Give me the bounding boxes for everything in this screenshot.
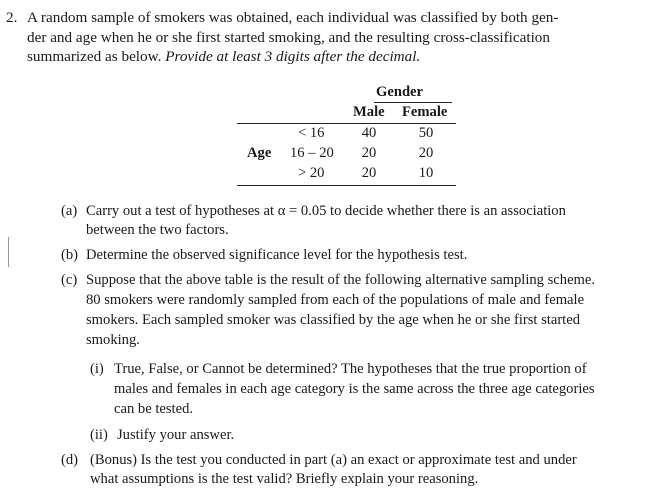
part-d-line-1: (Bonus) Is the test you conducted in part (a) an exact or approximate test and under bbox=[90, 452, 577, 468]
problem-line-1: A random sample of smokers was obtained, each individual was classified by both gen- bbox=[27, 9, 559, 26]
row-label-16-20: 16 – 20 bbox=[290, 145, 334, 161]
part-a-label: (a) bbox=[61, 203, 78, 219]
part-c-i-label: (i) bbox=[90, 361, 104, 377]
part-c-i-line-2: males and females in each age category is the same across the three age categories bbox=[114, 381, 595, 397]
problem-line-3 bbox=[27, 47, 420, 66]
cell-over20-male: 20 bbox=[361, 165, 377, 181]
margin-mark bbox=[8, 237, 9, 267]
part-a-line-1: Carry out a test of hypotheses at α = 0.05 to decide whether there is an association bbox=[86, 203, 566, 219]
col-header-male: Male bbox=[353, 104, 385, 120]
part-c-label: (c) bbox=[61, 272, 78, 288]
row-label-over-20: > 20 bbox=[298, 165, 325, 181]
cell-under16-female: 50 bbox=[418, 125, 434, 141]
part-c-line-1: Suppose that the above table is the result of the following alternative sampling scheme. bbox=[86, 272, 596, 288]
problem-line-3-text: summarized as below. bbox=[27, 48, 166, 65]
problem-line-2: der and age when he or she first started smoking, and the resulting cross-classification bbox=[27, 29, 550, 46]
part-b-line-1: Determine the observed significance level for the hypothesis test. bbox=[86, 247, 468, 263]
row-label-under-16: < 16 bbox=[298, 125, 325, 141]
problem-number: 2. bbox=[6, 9, 18, 26]
part-b-label: (b) bbox=[61, 247, 79, 263]
precision-instruction: Provide at least 3 digits after the decimal. bbox=[165, 48, 421, 65]
part-c-line-2: 80 smokers were randomly sampled from each of the populations of male and female bbox=[86, 292, 585, 308]
age-label: Age bbox=[247, 145, 272, 161]
gender-underline bbox=[374, 102, 452, 103]
cell-16to20-male: 20 bbox=[361, 145, 377, 161]
part-c-ii-line-1: Justify your answer. bbox=[117, 427, 235, 443]
col-header-female: Female bbox=[402, 104, 448, 120]
part-c-i-line-1: True, False, or Cannot be determined? The hypotheses that the true proportion of bbox=[114, 361, 587, 377]
table-top-rule bbox=[237, 123, 456, 124]
part-c-line-3: smokers. Each sampled smoker was classified by the age when he or she first started bbox=[86, 312, 581, 328]
cell-16to20-female: 20 bbox=[418, 145, 434, 161]
part-d-label: (d) bbox=[61, 452, 79, 468]
table-bottom-rule bbox=[237, 185, 456, 186]
part-c-ii-label: (ii) bbox=[90, 427, 108, 443]
cell-under16-male: 40 bbox=[361, 125, 377, 141]
cell-over20-female: 10 bbox=[418, 165, 434, 181]
part-c-i-line-3: can be tested. bbox=[114, 401, 194, 417]
part-a-line-2: between the two factors. bbox=[86, 222, 229, 238]
part-d-line-2: what assumptions is the test valid? Briefly explain your reasoning. bbox=[90, 471, 479, 487]
gender-header: Gender bbox=[376, 84, 424, 100]
part-c-line-4: smoking. bbox=[86, 332, 140, 348]
